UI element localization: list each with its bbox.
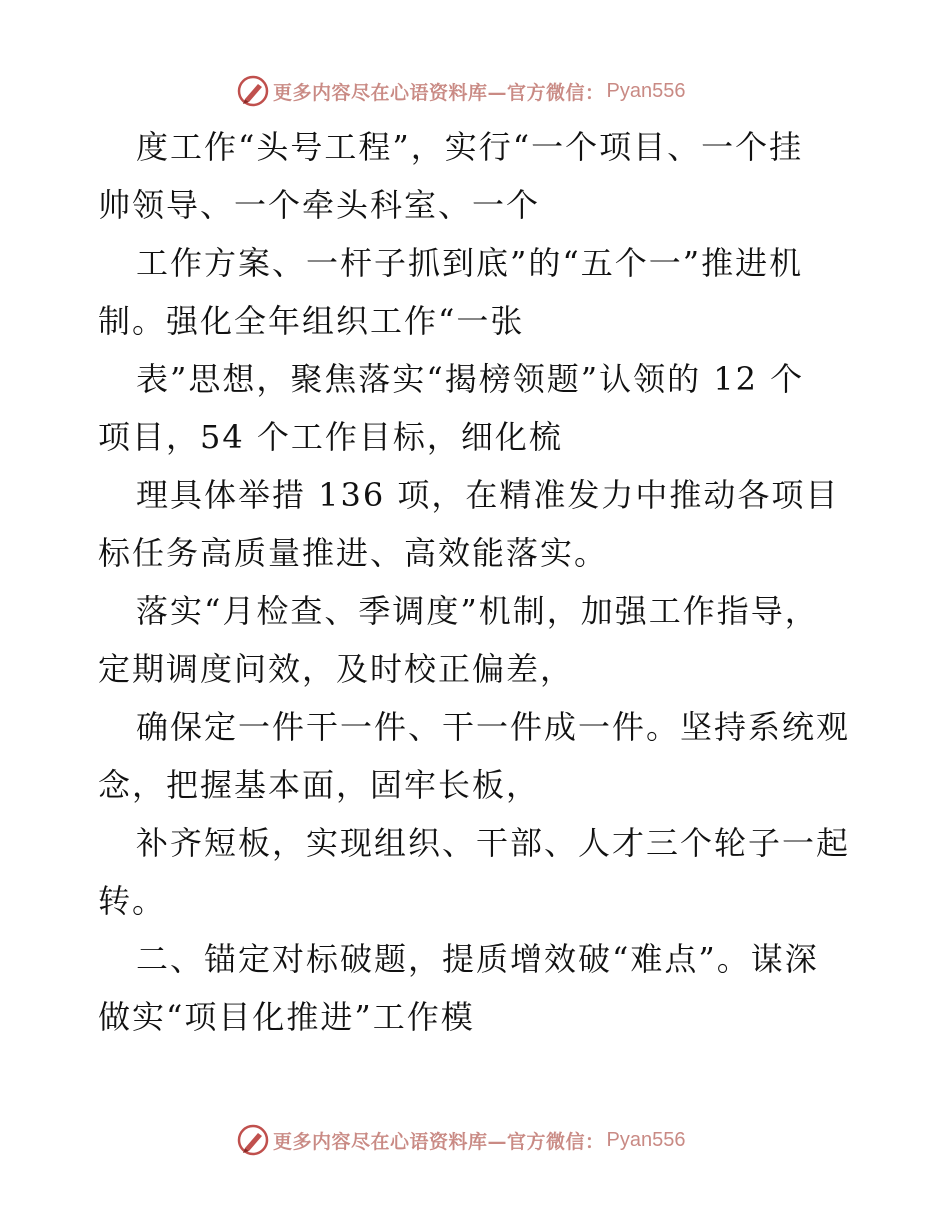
text-line: 项目，54 个工作目标，细化梳 bbox=[98, 418, 563, 456]
watermark-header bbox=[236, 74, 685, 108]
pen-logo-icon bbox=[236, 74, 270, 108]
document-body bbox=[98, 118, 858, 1046]
text-line: 定期调度问效，及时校正偏差， bbox=[98, 650, 575, 688]
watermark-footer bbox=[236, 1123, 685, 1157]
text-line: 标任务高质量推进、高效能落实。 bbox=[98, 534, 609, 572]
text-line: 做实“项目化推进”工作模 bbox=[98, 998, 475, 1036]
watermark-text: 更多内容尽在心语资料库—官方微信： bbox=[273, 81, 605, 104]
text-line: 念，把握基本面，固牢长板， bbox=[98, 766, 541, 804]
watermark-text: 更多内容尽在心语资料库—官方微信： bbox=[273, 1130, 605, 1153]
text-line: 二、锚定对标破题，提质增效破“难点”。谋深 bbox=[136, 940, 819, 978]
watermark-wechat-id: Pyan556 bbox=[606, 1128, 686, 1151]
watermark-wechat-id: Pyan556 bbox=[606, 79, 686, 102]
text-line: 理具体举措 136 项，在精准发力中推动各项目 bbox=[136, 476, 840, 514]
text-line: 制。强化全年组织工作“一张 bbox=[98, 302, 525, 340]
text-line: 度工作“头号工程”，实行“一个项目、一个挂 bbox=[136, 128, 804, 166]
text-line: 工作方案、一杆子抓到底”的“五个一”推进机 bbox=[136, 244, 804, 282]
text-line: 表”思想，聚焦落实“揭榜领题”认领的 12 个 bbox=[136, 360, 805, 398]
text-line: 转。 bbox=[98, 882, 167, 920]
pen-logo-icon bbox=[236, 1123, 270, 1157]
text-line: 补齐短板，实现组织、干部、人才三个轮子一起 bbox=[136, 824, 851, 862]
text-line: 落实“月检查、季调度”机制，加强工作指导， bbox=[136, 592, 819, 630]
text-line: 确保定一件干一件、干一件成一件。坚持系统观 bbox=[136, 708, 851, 746]
text-line: 帅领导、一个牵头科室、一个 bbox=[98, 186, 541, 224]
